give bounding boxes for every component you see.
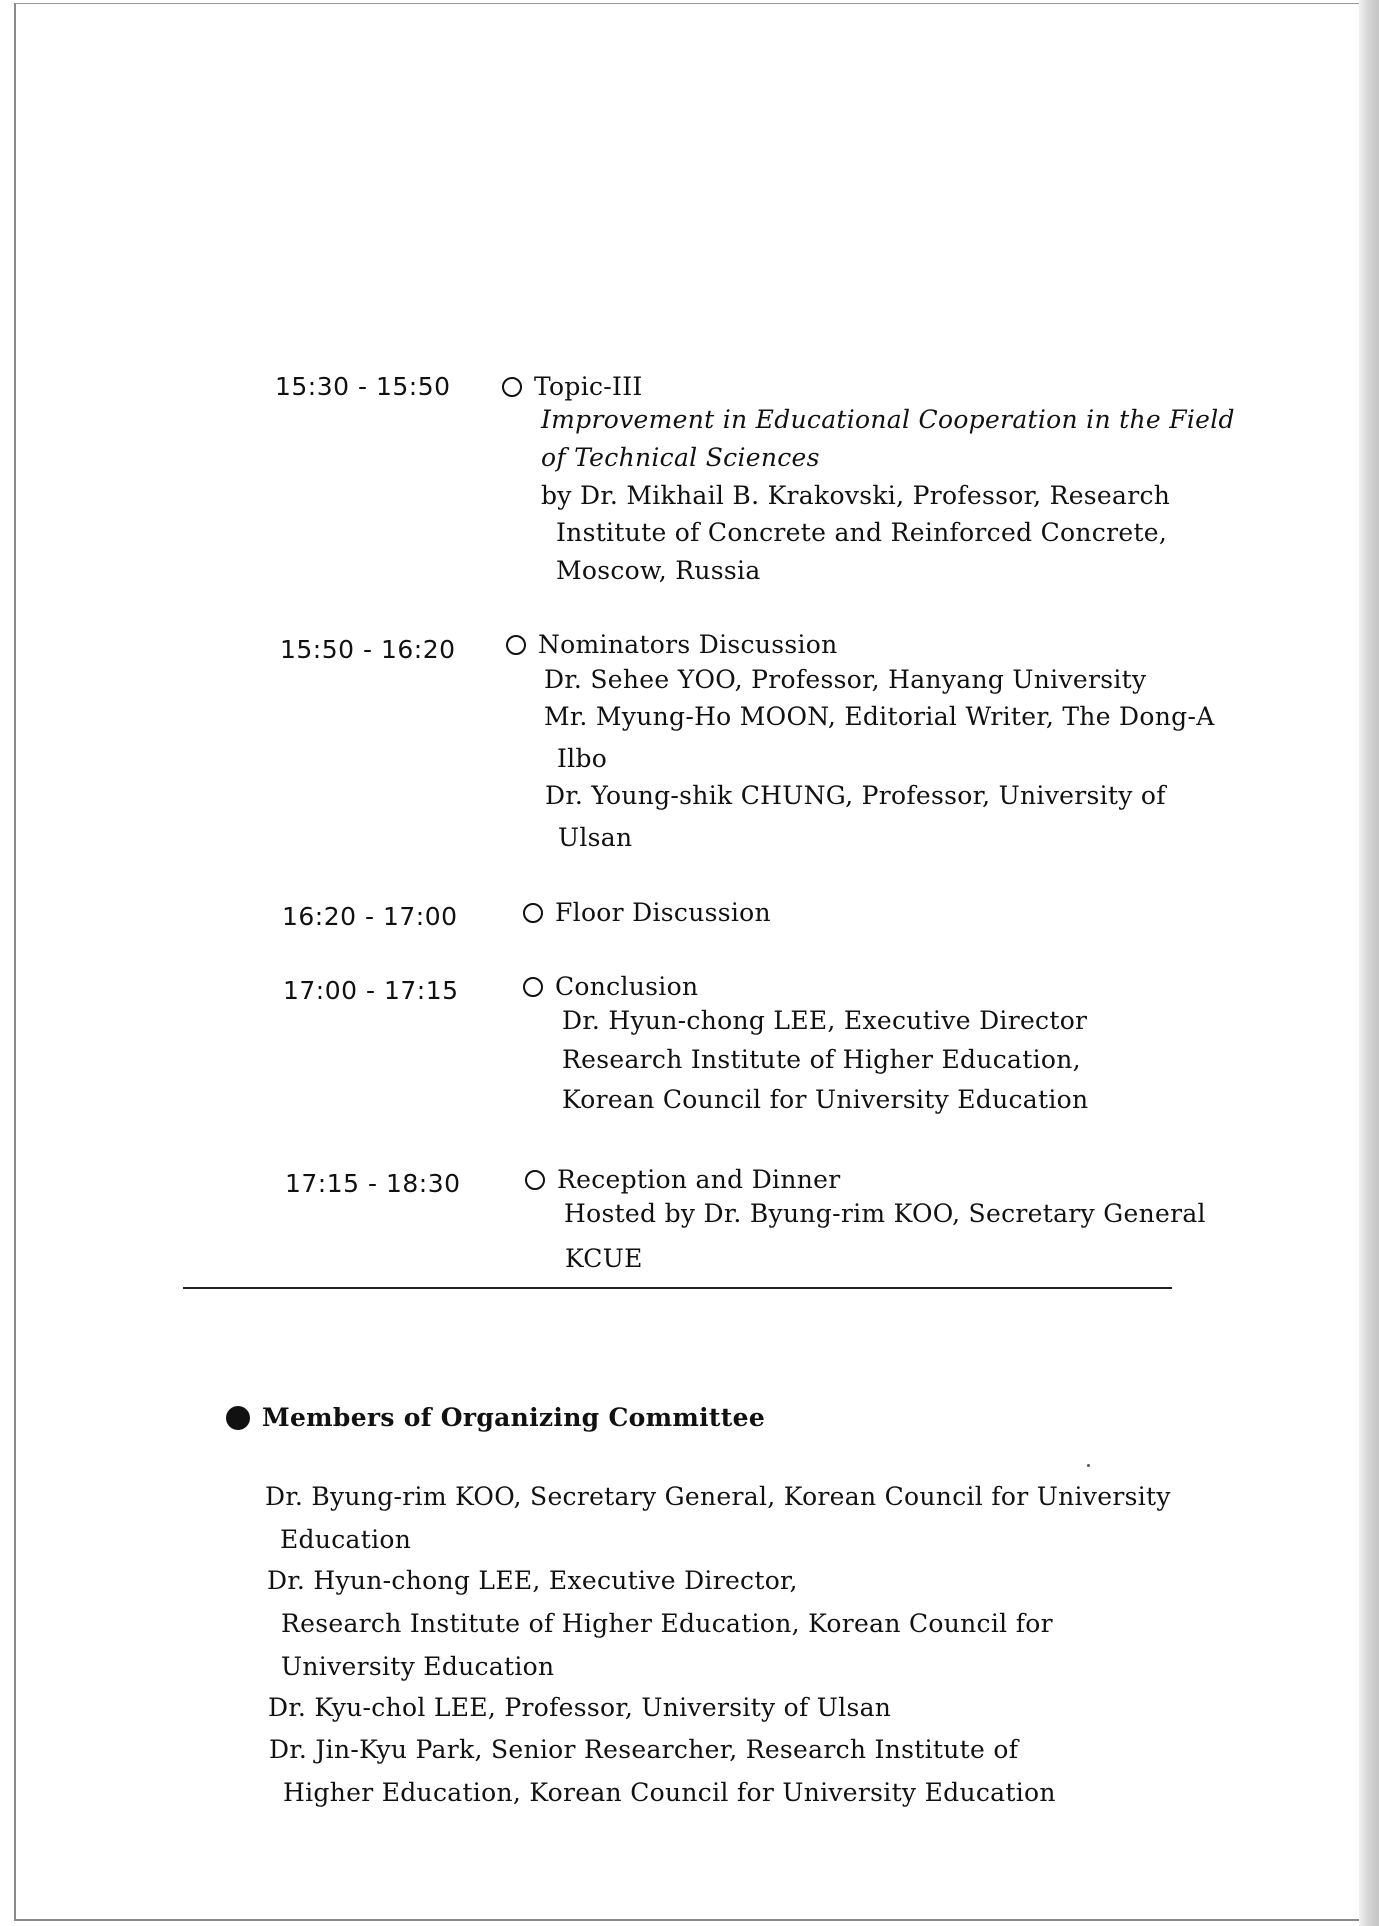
schedule-detail-line: KCUE (565, 1244, 643, 1273)
schedule-detail-line: Mr. Myung-Ho MOON, Editorial Writer, The Dong-A (544, 702, 1215, 731)
committee-line: Education (280, 1525, 412, 1554)
schedule-title-text: Nominators Discussion (538, 630, 838, 659)
circle-bullet-icon (525, 1170, 545, 1190)
schedule-time: 17:15 - 18:30 (285, 1169, 461, 1198)
schedule-title (523, 898, 771, 928)
section-divider (183, 1287, 1172, 1289)
schedule-title-text: Topic-III (534, 372, 643, 401)
page-edge-shadow (1359, 0, 1379, 1926)
schedule-detail-line: Institute of Concrete and Reinforced Concrete, (556, 518, 1168, 547)
schedule-detail-line: Dr. Sehee YOO, Professor, Hanyang University (544, 665, 1147, 694)
schedule-detail-line: Research Institute of Higher Education, (562, 1045, 1081, 1074)
topic-subtitle-line: Improvement in Educational Cooperation in the Field (541, 405, 1235, 434)
committee-line: Dr. Jin-Kyu Park, Senior Researcher, Research Institute of (269, 1735, 1019, 1764)
scan-speck (1087, 1464, 1090, 1467)
schedule-title (525, 1165, 841, 1195)
schedule-title (502, 372, 643, 402)
schedule-time: 15:30 - 15:50 (275, 372, 451, 401)
schedule-time: 15:50 - 16:20 (280, 635, 456, 664)
schedule-title (523, 972, 698, 1002)
filled-circle-bullet-icon (226, 1406, 250, 1430)
committee-line: Research Institute of Higher Education, Korean Council for (281, 1609, 1053, 1638)
schedule-detail-line: Dr. Young-shik CHUNG, Professor, University of (545, 781, 1166, 810)
circle-bullet-icon (523, 903, 543, 923)
schedule-detail-line: Ulsan (558, 823, 633, 852)
schedule-time: 16:20 - 17:00 (282, 902, 458, 931)
committee-heading (226, 1403, 765, 1433)
circle-bullet-icon (523, 977, 543, 997)
circle-bullet-icon (502, 377, 522, 397)
schedule-title (506, 630, 838, 660)
committee-line: Higher Education, Korean Council for University Education (283, 1778, 1056, 1807)
schedule-detail-line: Korean Council for University Education (562, 1085, 1089, 1114)
topic-subtitle-line: of Technical Sciences (541, 443, 820, 472)
committee-line: University Education (281, 1652, 555, 1681)
committee-line: Dr. Kyu-chol LEE, Professor, University of Ulsan (268, 1693, 892, 1722)
schedule-title-text: Conclusion (555, 972, 699, 1001)
schedule-detail-line: Ilbo (557, 744, 608, 773)
committee-line: Dr. Byung-rim KOO, Secretary General, Korean Council for University (265, 1482, 1171, 1511)
schedule-title-text: Floor Discussion (555, 898, 771, 927)
committee-heading-text: Members of Organizing Committee (262, 1403, 766, 1432)
schedule-detail-line: Dr. Hyun-chong LEE, Executive Director (562, 1006, 1088, 1035)
schedule-detail-line: by Dr. Mikhail B. Krakovski, Professor, Research (541, 481, 1171, 510)
circle-bullet-icon (506, 635, 526, 655)
schedule-time: 17:00 - 17:15 (283, 976, 459, 1005)
schedule-detail-line: Hosted by Dr. Byung-rim KOO, Secretary General (564, 1199, 1206, 1228)
schedule-detail-line: Moscow, Russia (556, 556, 761, 585)
committee-line: Dr. Hyun-chong LEE, Executive Director, (267, 1566, 798, 1595)
schedule-title-text: Reception and Dinner (557, 1165, 841, 1194)
